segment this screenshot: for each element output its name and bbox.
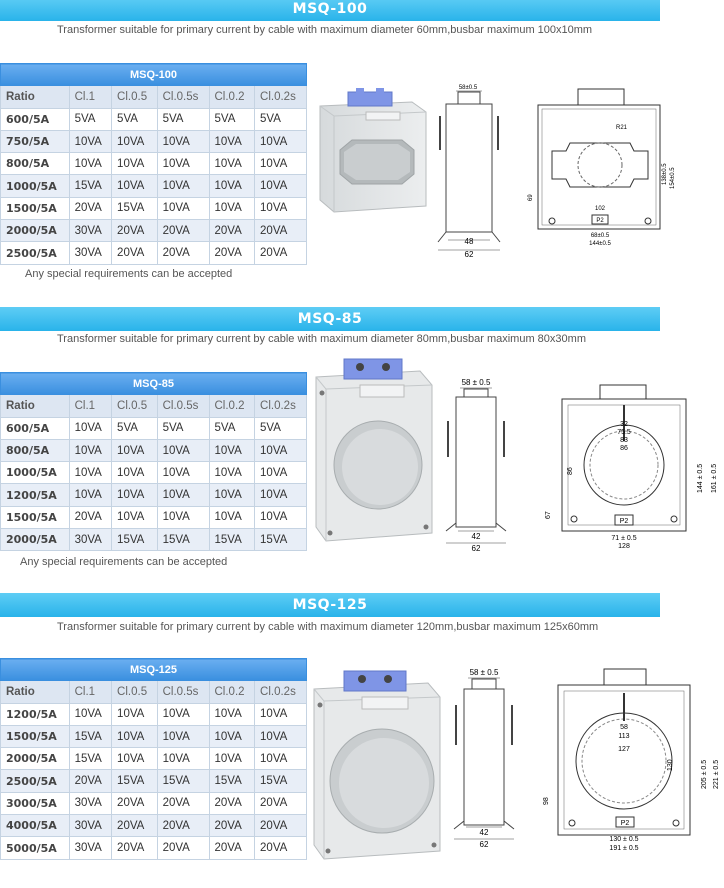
va-cell: 20VA: [157, 837, 209, 859]
va-cell: 20VA: [112, 815, 158, 837]
va-cell: 10VA: [112, 153, 158, 175]
table-row: [1, 815, 307, 837]
va-cell: 10VA: [209, 175, 255, 197]
col-header: Cl.1: [69, 86, 111, 108]
va-cell: 10VA: [255, 506, 307, 528]
va-cell: 15VA: [69, 748, 111, 770]
dim-label: 98: [543, 797, 550, 805]
va-cell: 10VA: [69, 417, 111, 439]
va-cell: 10VA: [255, 484, 307, 506]
table-header-row: [1, 681, 307, 703]
dim-label: 67: [545, 511, 552, 519]
note-text: Any special requirements can be accepted: [20, 556, 228, 568]
table-row: [1, 770, 307, 792]
dim-label: P2: [619, 518, 629, 525]
section-title: MSQ-125: [0, 593, 660, 617]
va-cell: 5VA: [209, 108, 255, 130]
va-cell: 10VA: [209, 703, 255, 725]
va-cell: 20VA: [157, 792, 209, 814]
va-cell: 20VA: [157, 220, 209, 242]
dim-label: 62: [479, 840, 489, 849]
va-cell: 15VA: [112, 529, 158, 551]
ratio-cell: 600/5A: [1, 417, 70, 439]
product-image: [312, 88, 430, 218]
ratio-cell: 800/5A: [1, 439, 70, 461]
dim-label: 191 ± 0.5: [609, 845, 639, 852]
spec-table: [0, 658, 307, 860]
va-cell: 10VA: [209, 462, 255, 484]
dim-label: 113: [618, 733, 630, 740]
va-cell: 30VA: [69, 837, 111, 859]
va-cell: 5VA: [209, 417, 255, 439]
ratio-cell: 750/5A: [1, 130, 70, 152]
va-cell: 10VA: [157, 462, 209, 484]
col-header: Cl.0.5: [112, 86, 158, 108]
table-row: [1, 197, 307, 219]
table-row: [1, 108, 307, 130]
col-header: Cl.0.5: [112, 395, 158, 417]
va-cell: 10VA: [157, 439, 209, 461]
va-cell: 5VA: [255, 108, 307, 130]
ratio-cell: 1200/5A: [1, 484, 70, 506]
col-header: Cl.0.2: [209, 395, 255, 417]
va-cell: 20VA: [157, 242, 209, 264]
section-msq-85: [0, 307, 724, 587]
va-cell: 10VA: [157, 175, 209, 197]
dim-label: 130: [667, 759, 674, 771]
va-cell: 20VA: [255, 815, 307, 837]
va-cell: 20VA: [209, 220, 255, 242]
table-title: MSQ-85: [1, 373, 307, 395]
ratio-cell: 2000/5A: [1, 529, 70, 551]
va-cell: 10VA: [112, 462, 158, 484]
va-cell: 15VA: [209, 770, 255, 792]
section-msq-100: [0, 0, 724, 290]
dim-label: 102: [594, 206, 606, 212]
dim-label: R21: [616, 125, 628, 131]
va-cell: 20VA: [157, 815, 209, 837]
va-cell: 20VA: [255, 220, 307, 242]
va-cell: 10VA: [157, 748, 209, 770]
va-cell: 15VA: [112, 770, 158, 792]
va-cell: 15VA: [157, 770, 209, 792]
dim-label: 83: [620, 437, 628, 444]
va-cell: 10VA: [209, 439, 255, 461]
dim-label: 130 ± 0.5: [609, 836, 639, 843]
va-cell: 30VA: [69, 242, 111, 264]
section-title: MSQ-100: [0, 0, 660, 21]
dim-label: 128: [618, 543, 630, 550]
ratio-cell: 600/5A: [1, 108, 70, 130]
va-cell: 20VA: [209, 837, 255, 859]
table-body: [1, 703, 307, 859]
va-cell: 20VA: [112, 220, 158, 242]
va-cell: 10VA: [112, 130, 158, 152]
va-cell: 20VA: [255, 792, 307, 814]
dim-label: 62: [471, 544, 481, 553]
col-header: Cl.0.5s: [157, 681, 209, 703]
va-cell: 15VA: [209, 529, 255, 551]
col-header: Ratio: [1, 395, 70, 417]
ratio-cell: 1500/5A: [1, 197, 70, 219]
va-cell: 10VA: [69, 153, 111, 175]
side-view-drawing: [446, 665, 522, 851]
ratio-cell: 800/5A: [1, 153, 70, 175]
dim-label: 68±0.5: [590, 233, 610, 239]
front-view-drawing: [520, 85, 680, 250]
table-row: [1, 484, 307, 506]
table-row: [1, 725, 307, 747]
ratio-cell: 2500/5A: [1, 242, 70, 264]
va-cell: 10VA: [255, 197, 307, 219]
col-header: Cl.0.2: [209, 86, 255, 108]
section-msq-125: [0, 593, 724, 888]
table-header-row: [1, 395, 307, 417]
table-title: MSQ-100: [1, 64, 307, 86]
dim-label: P2: [596, 218, 604, 224]
va-cell: 10VA: [209, 484, 255, 506]
va-cell: 30VA: [69, 815, 111, 837]
col-header: Cl.1: [69, 681, 111, 703]
va-cell: 10VA: [255, 175, 307, 197]
ratio-cell: 2000/5A: [1, 220, 70, 242]
dim-label: 144±0.5: [589, 241, 611, 247]
va-cell: 15VA: [255, 770, 307, 792]
ratio-cell: 4000/5A: [1, 815, 70, 837]
col-header: Cl.0.5s: [157, 86, 209, 108]
front-view-drawing: [534, 379, 720, 551]
ratio-cell: 1200/5A: [1, 703, 70, 725]
table-title: MSQ-125: [1, 659, 307, 681]
va-cell: 10VA: [69, 703, 111, 725]
col-header: Cl.0.2s: [255, 86, 307, 108]
va-cell: 10VA: [255, 462, 307, 484]
va-cell: 20VA: [209, 792, 255, 814]
table-body: [1, 417, 307, 551]
dim-label: 221 ± 0.5: [713, 759, 720, 789]
va-cell: 5VA: [255, 417, 307, 439]
va-cell: 20VA: [255, 837, 307, 859]
va-cell: 5VA: [157, 417, 209, 439]
col-header: Cl.0.5: [112, 681, 158, 703]
va-cell: 10VA: [209, 153, 255, 175]
dim-label: 86: [567, 467, 574, 475]
table-row: [1, 242, 307, 264]
table-row: [1, 837, 307, 859]
ratio-cell: 1500/5A: [1, 506, 70, 528]
va-cell: 10VA: [255, 439, 307, 461]
va-cell: 20VA: [255, 242, 307, 264]
dim-label: 32: [620, 421, 628, 428]
va-cell: 10VA: [209, 725, 255, 747]
side-view-drawing: [432, 80, 506, 260]
dim-label: 58: [620, 724, 628, 731]
va-cell: 10VA: [112, 506, 158, 528]
va-cell: 10VA: [255, 153, 307, 175]
table-row: [1, 175, 307, 197]
va-cell: 15VA: [69, 725, 111, 747]
dim-label: 154±0.5: [670, 167, 676, 189]
va-cell: 10VA: [157, 130, 209, 152]
dim-label: 127: [618, 746, 630, 753]
va-cell: 20VA: [112, 242, 158, 264]
product-image: [310, 669, 444, 863]
col-header: Cl.0.2s: [255, 395, 307, 417]
va-cell: 30VA: [69, 220, 111, 242]
table-row: [1, 153, 307, 175]
va-cell: 10VA: [209, 197, 255, 219]
section-title: MSQ-85: [0, 307, 660, 331]
col-header: Cl.0.2s: [255, 681, 307, 703]
ratio-cell: 5000/5A: [1, 837, 70, 859]
va-cell: 10VA: [255, 130, 307, 152]
dim-label: 86: [620, 445, 628, 452]
table-row: [1, 506, 307, 528]
va-cell: 10VA: [112, 439, 158, 461]
va-cell: 10VA: [69, 439, 111, 461]
va-cell: 10VA: [112, 725, 158, 747]
table-row: [1, 748, 307, 770]
dim-label: 138±0.5: [662, 163, 668, 185]
va-cell: 30VA: [69, 529, 111, 551]
table-row: [1, 417, 307, 439]
dim-label: 58 ± 0.5: [469, 668, 499, 677]
va-cell: 10VA: [209, 130, 255, 152]
va-cell: 20VA: [209, 242, 255, 264]
dim-label: 205 ± 0.5: [701, 759, 708, 789]
dim-label: 62: [464, 250, 474, 259]
va-cell: 5VA: [69, 108, 111, 130]
va-cell: 10VA: [69, 462, 111, 484]
va-cell: 10VA: [112, 748, 158, 770]
col-header: Cl.1: [69, 395, 111, 417]
table-row: [1, 220, 307, 242]
va-cell: 10VA: [157, 153, 209, 175]
dim-label: 161 ± 0.5: [711, 463, 718, 493]
side-view-drawing: [438, 373, 514, 555]
va-cell: 30VA: [69, 792, 111, 814]
section-description: Transformer suitable for primary current by cable with maximum diameter 80mm,busbar maximum 80x30mm: [57, 333, 586, 345]
product-image: [310, 357, 438, 545]
va-cell: 20VA: [209, 815, 255, 837]
dim-label: P2: [620, 820, 630, 827]
va-cell: 10VA: [157, 725, 209, 747]
ratio-cell: 1000/5A: [1, 462, 70, 484]
va-cell: 15VA: [255, 529, 307, 551]
table-row: [1, 462, 307, 484]
col-header: Cl.0.2: [209, 681, 255, 703]
va-cell: 10VA: [112, 175, 158, 197]
dim-label: 75.5: [617, 429, 631, 436]
table-row: [1, 130, 307, 152]
ratio-cell: 2500/5A: [1, 770, 70, 792]
va-cell: 15VA: [112, 197, 158, 219]
section-description: Transformer suitable for primary current by cable with maximum diameter 60mm,busbar maximum 100x10mm: [57, 24, 593, 36]
va-cell: 10VA: [255, 703, 307, 725]
va-cell: 20VA: [112, 837, 158, 859]
va-cell: 10VA: [255, 725, 307, 747]
ratio-cell: 1000/5A: [1, 175, 70, 197]
dim-label: 144 ± 0.5: [697, 463, 704, 493]
ratio-cell: 3000/5A: [1, 792, 70, 814]
ratio-cell: 2000/5A: [1, 748, 70, 770]
va-cell: 10VA: [157, 484, 209, 506]
dim-label: 58±0.5: [458, 85, 478, 91]
va-cell: 10VA: [255, 748, 307, 770]
table-body: [1, 108, 307, 264]
dim-label: 69: [528, 194, 534, 201]
va-cell: 10VA: [209, 506, 255, 528]
va-cell: 10VA: [112, 484, 158, 506]
va-cell: 10VA: [112, 703, 158, 725]
table-row: [1, 703, 307, 725]
va-cell: 5VA: [112, 417, 158, 439]
va-cell: 20VA: [69, 506, 111, 528]
col-header: Ratio: [1, 681, 70, 703]
dim-label: 42: [471, 532, 481, 541]
va-cell: 5VA: [157, 108, 209, 130]
va-cell: 10VA: [209, 748, 255, 770]
section-description: Transformer suitable for primary current by cable with maximum diameter 120mm,busbar maximum 125x60mm: [57, 621, 599, 633]
table-row: [1, 439, 307, 461]
col-header: Cl.0.5s: [157, 395, 209, 417]
va-cell: 5VA: [112, 108, 158, 130]
note-text: Any special requirements can be accepted: [25, 268, 233, 280]
va-cell: 10VA: [157, 197, 209, 219]
spec-table: [0, 372, 307, 551]
col-header: Ratio: [1, 86, 70, 108]
dim-label: 58 ± 0.5: [461, 378, 491, 387]
ratio-cell: 1500/5A: [1, 725, 70, 747]
table-row: [1, 792, 307, 814]
va-cell: 15VA: [157, 529, 209, 551]
va-cell: 20VA: [112, 792, 158, 814]
va-cell: 15VA: [69, 175, 111, 197]
dim-label: 48: [464, 237, 474, 246]
va-cell: 20VA: [69, 770, 111, 792]
va-cell: 10VA: [157, 703, 209, 725]
table-row: [1, 529, 307, 551]
va-cell: 10VA: [157, 506, 209, 528]
va-cell: 10VA: [69, 484, 111, 506]
table-header-row: [1, 86, 307, 108]
va-cell: 10VA: [69, 130, 111, 152]
va-cell: 20VA: [69, 197, 111, 219]
spec-table: [0, 63, 307, 265]
dim-label: 42: [479, 828, 489, 837]
dim-label: 71 ± 0.5: [611, 535, 637, 542]
front-view-drawing: [530, 665, 720, 855]
